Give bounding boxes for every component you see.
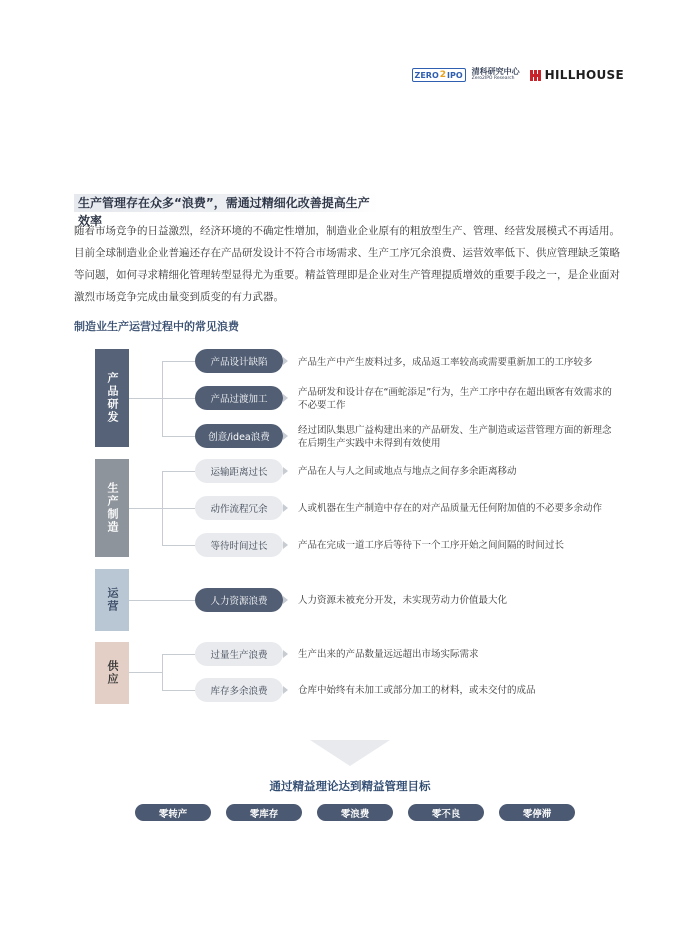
goal-item: 零浪费	[317, 804, 393, 821]
desc-inventory: 仓库中始终有未加工或部分加工的材料，或未交付的成品	[298, 685, 536, 696]
zero2ipo-logo	[412, 68, 466, 82]
arrow-icon	[283, 467, 288, 475]
goal-item: 零停滞	[499, 804, 575, 821]
section-title: 生产管理存在众多“浪费”，需通过精细化改善提高生产效率	[74, 194, 378, 212]
branch	[162, 600, 195, 601]
zero2ipo-research-logo	[472, 68, 520, 82]
desc-design-defect: 产品生产中产生废料过多，成品返工率较高或需要重新加工的工序较多	[298, 357, 593, 368]
logo-ipo-text: IPO	[447, 70, 463, 80]
group-supply	[95, 642, 129, 704]
arrow-icon	[283, 504, 288, 512]
arrow-icon	[283, 394, 288, 402]
desc-motion: 人或机器在生产制造中存在的对产品质量无任何附加值的不必要多余动作	[298, 503, 603, 514]
pill-motion: 动作流程冗余	[195, 496, 283, 520]
connector-supply-vertical	[162, 654, 163, 690]
goal-item: 零转产	[135, 804, 211, 821]
diagram-title: 制造业生产运营过程中的常见浪费	[74, 320, 239, 333]
branch	[162, 508, 195, 509]
desc-overproduction: 生产出来的产品数量远远超出市场实际需求	[298, 649, 479, 660]
arrow-icon	[283, 357, 288, 365]
goal-list	[135, 804, 575, 821]
hillhouse-mark-icon	[530, 70, 541, 81]
desc-over-processing: 产品研发和设计存在“画蛇添足”行为，生产工序中存在超出顾客有效需求的不必要工作	[298, 387, 612, 411]
group-operations-label: 运营	[106, 587, 119, 613]
branch	[162, 398, 195, 399]
goal-title: 通过精益理论达到精益管理目标	[269, 779, 431, 793]
pill-human-resource: 人力资源浪费	[195, 588, 283, 612]
arrow-icon	[283, 686, 288, 694]
branch	[162, 654, 195, 655]
connector-supply	[129, 672, 162, 673]
arrow-icon	[283, 432, 288, 440]
group-rd-label: 产品研发	[106, 372, 119, 424]
section-paragraph: 随着市场竞争的日益激烈，经济环境的不确定性增加，制造业企业原有的粗放型生产、管理、经营发展模式不再适用。目前全球制造业企业普遍还存在产品研发设计不符合市场需求、生产工序冗余浪费、运营效率低下、供应管理缺乏策略等问题，如何寻求精细化管理转型显得尤为重要。精益管理即是企业对生产管理提质增效的重要手段之一，是企业面对激烈市场竞争完成由量变到质变的有力武器。	[74, 225, 620, 303]
pill-over-processing: 产品过渡加工	[195, 386, 283, 410]
group-supply-label: 供应	[106, 660, 119, 686]
connector-mfg	[129, 508, 162, 509]
group-operations	[95, 569, 129, 631]
pill-idea-waste: 创意/idea浪费	[195, 424, 283, 448]
logo-zero-text: ZERO	[414, 70, 439, 80]
arrow-icon	[283, 650, 288, 658]
goal-item: 零库存	[226, 804, 302, 821]
branch	[162, 361, 195, 362]
logo-research-en: Zero2IPO Research	[471, 76, 515, 82]
branch	[162, 471, 195, 472]
pill-inventory: 库存多余浪费	[195, 678, 283, 702]
connector-rd	[129, 398, 162, 399]
branch	[162, 690, 195, 691]
hillhouse-logo	[530, 68, 624, 82]
desc-idea-waste: 经过团队集思广益构建出来的产品研发、生产制造或运营管理方面的新理念在后期生产实践中未得到有效使用	[298, 425, 612, 449]
group-manufacturing-label: 生产制造	[106, 482, 119, 534]
header-logos	[412, 68, 624, 82]
pill-design-defect: 产品设计缺陷	[195, 349, 283, 373]
desc-transport: 产品在人与人之间或地点与地点之间存多余距离移动	[298, 466, 517, 477]
down-arrow-icon	[310, 740, 390, 766]
logo-two-text: 2	[439, 70, 447, 80]
goal-item: 零不良	[408, 804, 484, 821]
logo-research-cn: 清科研究中心	[471, 67, 520, 77]
pill-overproduction: 过量生产浪费	[195, 642, 283, 666]
group-rd	[95, 349, 129, 447]
connector-ops	[129, 600, 162, 601]
desc-human-resource: 人力资源未被充分开发，未实现劳动力价值最大化	[298, 595, 508, 606]
group-manufacturing	[95, 459, 129, 557]
pill-waiting: 等待时间过长	[195, 533, 283, 557]
pill-transport: 运输距离过长	[195, 459, 283, 483]
arrow-icon	[283, 596, 288, 604]
hillhouse-text: HILLHOUSE	[544, 68, 624, 82]
desc-waiting: 产品在完成一道工序后等待下一个工序开始之间间隔的时间过长	[298, 540, 565, 551]
arrow-icon	[283, 541, 288, 549]
branch	[162, 436, 195, 437]
branch	[162, 545, 195, 546]
